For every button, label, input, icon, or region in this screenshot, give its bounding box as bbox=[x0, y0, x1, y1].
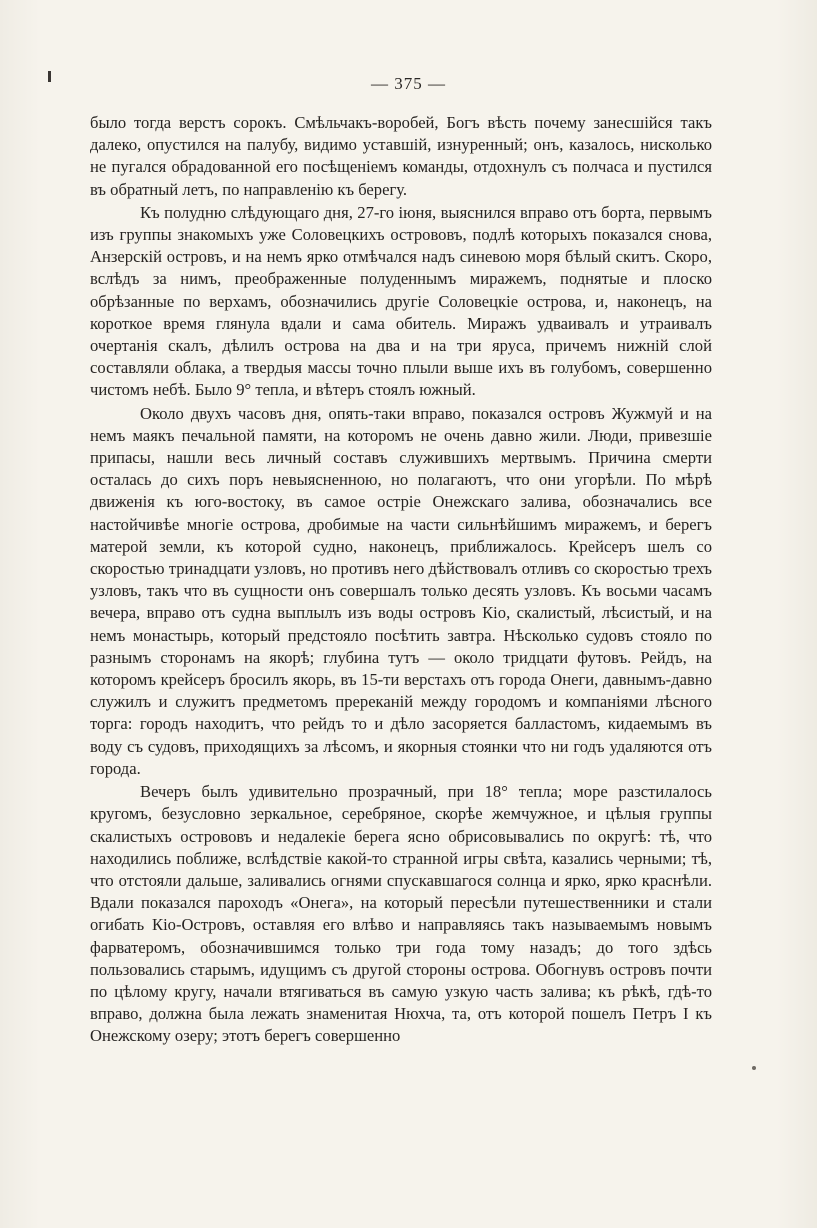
page-number: — 375 — bbox=[371, 74, 446, 93]
paragraph-4: Вечеръ былъ удивительно прозрачный, при 18° тепла; море разстилалось кругомъ, безусловно зеркальное, серебряное, скорѣе жемчужное, и цѣлыя группы скалистыхъ острововъ и недалекіе берега ясно обрисовывались по округѣ: тѣ, что находились поближе, вслѣдствіе какой-то странной игры свѣта, казались черными; тѣ, что отстояли дальше, заливались огнями спускавшагося солнца и ярко, ярко краснѣли. Вдали показался пароходъ «Онега», на который пересѣли путешественники и стали огибать Кіо-Островъ, оставляя его влѣво и направляясь такъ называемымъ новымъ фарватеромъ, обозначившимся только три года тому назадъ; до того здѣсь пользовались старымъ, идущимъ съ другой стороны острова. Обогнувъ островъ почти по цѣлому кругу, начали втягиваться въ самую узкую часть залива; къ рѣкѣ, гдѣ-то вправо, должна была лежать знаменитая Нюхча, та, отъ которой пошелъ Петръ I къ Онежскому озеру; этотъ берегъ совершенно bbox=[90, 782, 712, 1046]
ink-speck bbox=[752, 1066, 756, 1070]
paragraph-1: было тогда верстъ сорокъ. Смѣльчакъ-воробей, Богъ вѣсть почему занесшійся такъ далеко, опустился на палубу, видимо уставшій, изнуренный; онъ, казалось, нисколько не пугался обрадованной его посѣщеніемъ команды, отдохнулъ съ полчаса и пустился въ обратный летъ, по направленію къ берегу. bbox=[90, 113, 712, 199]
paragraph-3: Около двухъ часовъ дня, опять-таки вправо, показался островъ Жужмуй и на немъ маякъ печальной памяти, на которомъ не очень давно жили. Люди, привезшіе припасы, нашли весь личный составъ служившихъ мертвымъ. Причина смерти осталась до сихъ поръ невыясненною, но полагаютъ, что они угорѣли. По мѣрѣ движенія къ юго-востоку, въ самое остріе Онежскаго залива, обозначались все настойчивѣе многіе острова, дробимые на части сильнѣйшимъ миражемъ, и берегъ матерой земли, къ которой судно, наконецъ, приближалось. Крейсеръ шелъ со скоростью тринадцати узловъ, но противъ него дѣйствовалъ отливъ со скоростью трехъ узловъ, такъ что въ сущности онъ совершалъ только десять узловъ. Къ восьми часамъ вечера, вправо отъ судна выплылъ изъ воды островъ Кіо, скалистый, лѣсистый, и на немъ монастырь, который предстояло посѣтить завтра. Нѣсколько судовъ стояло по разнымъ сторонамъ на якорѣ; глубина тутъ — около тридцати футовъ. Рейдъ, на которомъ крейсеръ бросилъ якорь, въ 15-ти верстахъ отъ города Онеги, давнымъ-давно служилъ и служитъ предметомъ пререканій между городомъ и компаніями лѣсного торга: городъ находитъ, что рейдъ то и дѣло засоряется балластомъ, кидаемымъ въ воду съ судовъ, приходящихъ за лѣсомъ, и якорныя стоянки что ни годъ удаляются отъ города. bbox=[90, 403, 712, 778]
paragraph-2: Къ полудню слѣдующаго дня, 27-го іюня, выяснился вправо отъ борта, первымъ изъ группы знакомыхъ уже Соловецкихъ острововъ, подлѣ которыхъ показался снова, Анзерскій островъ, и на немъ ярко отмѣчался надъ синевою моря бѣлый скитъ. Скоро, вслѣдъ за нимъ, преображенные полуденнымъ миражемъ, поднятые и плоско обрѣзанные по верхамъ, обозначились другіе Соловецкіе острова, и, наконецъ, на короткое время глянула вдали и сама обитель. Миражъ удваивалъ и утраивалъ очертанія скалъ, дѣлилъ острова на два и на три яруса, причемъ нижній слой составляли облака, а твердыя массы точно плыли выше ихъ въ голубомъ, совершенно чистомъ небѣ. Было 9° тепла, и вѣтеръ стоялъ южный. bbox=[90, 202, 712, 400]
body-text bbox=[90, 112, 712, 1048]
